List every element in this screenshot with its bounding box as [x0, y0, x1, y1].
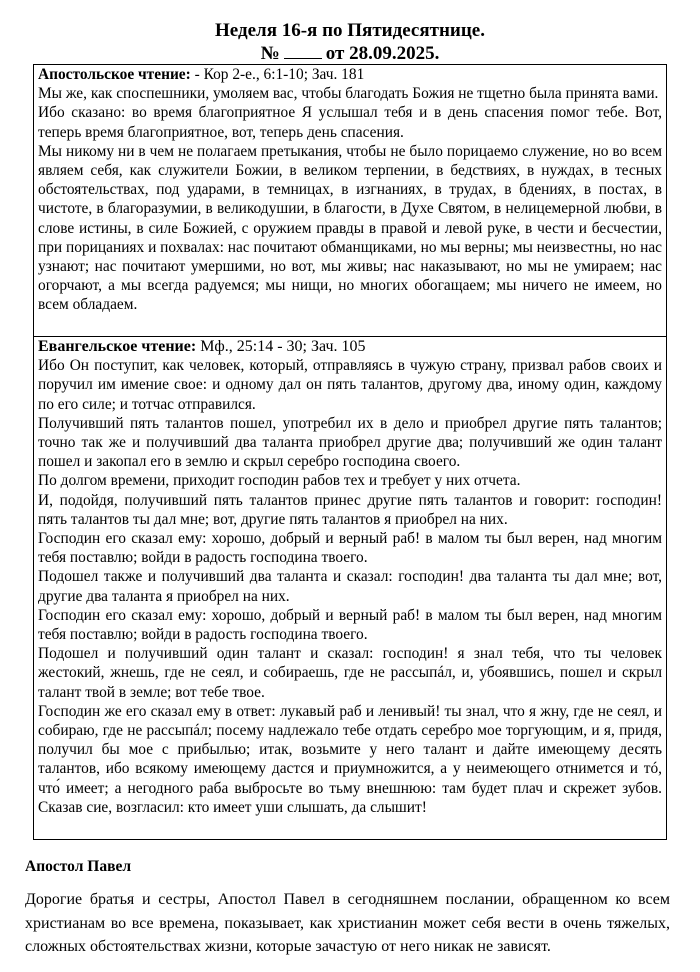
gospel-paragraph: Ибо Он поступит, как человек, который, отправляясь в чужую страну, призвал рабов своих и поручил им имение свое: и одному дал он пять талантов, другому два, иному один, каждому по его силе; и тотчас отправился. — [38, 357, 662, 413]
issue-date-suffix: . — [434, 43, 440, 64]
apostle-reading-header — [38, 65, 662, 84]
issue-line — [0, 42, 700, 65]
page-title: Неделя 16-я по Пятидесятнице. — [215, 20, 485, 41]
gospel-reading-label: Евангельское чтение: — [38, 338, 197, 355]
apostle-reading-label: Апостольское чтение: — [38, 66, 191, 83]
gospel-reading-box — [33, 336, 667, 840]
gospel-paragraph: Подошел также и получивший два таланта и сказал: господин! два таланта ты дал мне; вот, другие два таланта я приобрел на них. — [38, 568, 662, 605]
number-blank — [284, 42, 322, 59]
apostle-reading-reference: - Кор 2-е., 6:1-10; Зач. 181 — [190, 66, 365, 83]
number-sign: № — [260, 43, 280, 64]
sermon-paragraph: Дорогие братья и сестры, Апостол Павел в сегодняшнем послании, обращенном ко всем христианам во все времена, показывает, как христианин может себя вести в очень тяжелых, сложных обстоятельствах жизни, которые зачастую от него никак не зависят. — [25, 891, 670, 955]
issue-date: от 28.09.2025 — [325, 43, 435, 64]
gospel-paragraph: Господин же его сказал ему в ответ: лукавый раб и ленивый! ты знал, что я жну, где не сеял, и собираю, где не рассыпáл; посему надлежало тебе отдать серебро мое торгующим, и я, придя, получил бы мое с прибылью; итак, возьмите у него талант и дайте имеющему десять талантов, ибо всякому имеющему дастся и приумножится, а у неимеющего отнимется и тó, что́ имеет; а негодного раба выбросьте во тьму внешнюю: там будет плач и скрежет зубов. Сказав сие, возгласил: кто имеет уши слышать, да слышит! — [38, 702, 662, 816]
gospel-paragraph: Господин его сказал ему: хорошо, добрый и верный раб! в малом ты был верен, над многим тебя поставлю; войди в радость господина твоего. — [38, 606, 662, 644]
gospel-reading-header — [38, 337, 662, 356]
sermon-title: Апостол Павел — [25, 858, 132, 875]
apostle-paragraph: Ибо сказано: во время благоприятное Я услышал тебя и в день спасения помог тебе. Вот, теперь время благоприятное, вот, теперь день спасения. — [38, 104, 662, 141]
gospel-paragraph: Господин его сказал ему: хорошо, добрый и верный раб! в малом ты был верен, над многим тебя поставлю; войди в радость господина твоего. — [38, 530, 662, 567]
gospel-paragraph: И, подойдя, получивший пять талантов принес другие пять талантов и говорит: господин! пять талантов ты дал мне; вот, другие пять талантов я приобрел на них. — [38, 491, 662, 528]
gospel-paragraph: Получивший пять талантов пошел, употребил их в дело и приобрел другие пять талантов; точно так же и получивший два таланта приобрел другие два; получивший же один талант пошел и закопал его в землю и скрыл серебро господина своего. — [38, 414, 662, 471]
apostle-paragraph: Мы же, как споспешники, умоляем вас, чтобы благодать Божия не тщетно была принята вами. — [38, 85, 659, 103]
apostle-reading-box — [33, 64, 667, 336]
gospel-paragraph: По долгом времени, приходит господин рабов тех и требует у них отчета. — [38, 472, 521, 490]
gospel-reading-reference: Мф., 25:14 - 30; Зач. 105 — [196, 338, 366, 355]
apostle-paragraph: Мы никому ни в чем не полагаем претыкания, чтобы не было порицаемо служение, но во всем являем себя, как служители Божии, в великом терпении, в бедствиях, в нуждах, в тесных обстоятельствах, под ударами, в темницах, в изгнаниях, в трудах, в бдениях, в постах, в чистоте, в благоразумии, в великодушии, в благости, в Духе Святом, в нелицемерной любви, в слове истины, в силе Божией, с оружием правды в правой и левой руке, в чести и бесчестии, при порицаниях и похвалах: нас почитают обманщиками, но мы верны; мы неизвестны, но нас узнают; нас почитают умершими, но вот, мы живы; нас наказывают, но мы не умираем; нас огорчают, а мы всегда радуемся; мы нищи, но многих обогащаем; мы ничего не имеем, но всем обладаем. — [38, 142, 662, 314]
gospel-paragraph: Подошел и получивший один талант и сказал: господин! я знал тебя, что ты человек жестокий, жнешь, где не сеял, и собираешь, где не рассыпáл, и, убоявшись, пошел и скрыл талант твой в земле; вот тебе твое. — [38, 645, 662, 701]
